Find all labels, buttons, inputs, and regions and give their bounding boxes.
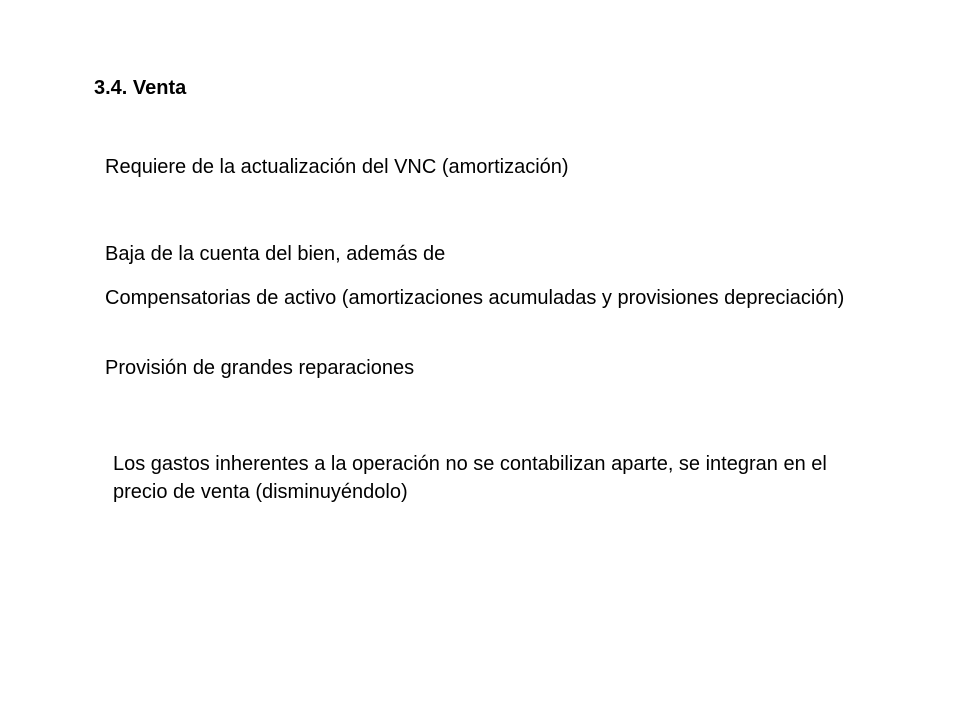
paragraph-vnc-update: Requiere de la actualización del VNC (amortización): [105, 156, 569, 178]
paragraph-repairs-provision: Provisión de grandes reparaciones: [105, 357, 415, 379]
paragraph-compensating-accounts: Compensatorias de activo (amortizaciones acumuladas y provisiones depreciación): [105, 287, 845, 309]
paragraph-asset-removal: Baja de la cuenta del bien, además de: [105, 243, 446, 265]
paragraph-sale-expenses: Los gastos inherentes a la operación no se contabilizan aparte, se integran en el precio de venta (disminuyéndolo): [113, 453, 827, 503]
slide-title: 3.4. Venta: [94, 77, 187, 99]
